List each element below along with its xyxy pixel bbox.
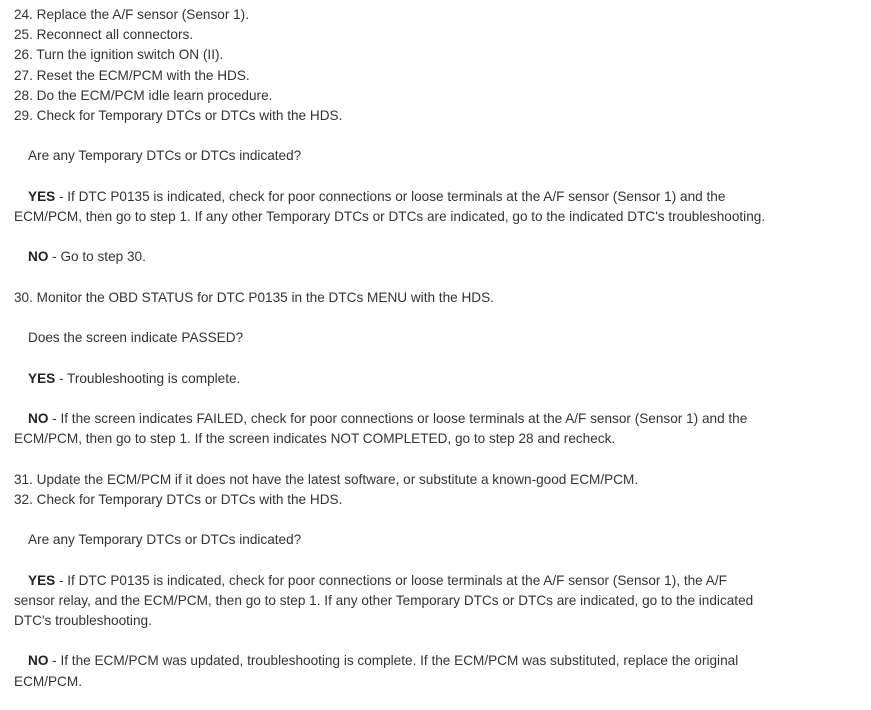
no-label: NO xyxy=(28,249,49,265)
no-answer-step-32-cont: ECM/PCM. xyxy=(14,673,82,689)
question-step-29: Are any Temporary DTCs or DTCs indicated? xyxy=(28,148,302,164)
no-answer-step-32 xyxy=(14,651,857,671)
step-31: 31. Update the ECM/PCM if it does not have the latest software, or substitute a known-good ECM/PCM. xyxy=(14,471,639,487)
no-text: - Go to step 30. xyxy=(48,249,146,265)
no-answer-step-30-cont: ECM/PCM, then go to step 1. If the screen indicates NOT COMPLETED, go to step 28 and recheck. xyxy=(14,431,616,447)
no-text: - If the screen indicates FAILED, check for poor connections or loose terminals at the A/F sensor (Sensor 1) and the xyxy=(48,410,748,426)
yes-label: YES xyxy=(28,572,56,588)
question-step-30: Does the screen indicate PASSED? xyxy=(28,330,244,346)
step-27: 27. Reset the ECM/PCM with the HDS. xyxy=(14,67,250,83)
step-30: 30. Monitor the OBD STATUS for DTC P0135 in the DTCs MENU with the HDS. xyxy=(14,289,494,305)
yes-answer-step-29-cont: ECM/PCM, then go to step 1. If any other Temporary DTCs or DTCs are indicated, go to the indicated DTC's troubleshooting. xyxy=(14,209,766,224)
no-answer-step-30 xyxy=(14,409,857,429)
yes-answer-step-32-cont: sensor relay, and the ECM/PCM, then go to step 1. If any other Temporary DTCs or DTCs are indicated, go to the indicated xyxy=(14,592,754,608)
yes-text: - Troubleshooting is complete. xyxy=(55,370,241,386)
step-28: 28. Do the ECM/PCM idle learn procedure. xyxy=(14,87,273,103)
yes-label: YES xyxy=(28,188,56,204)
yes-answer-step-32-cont2: DTC's troubleshooting. xyxy=(14,612,152,628)
step-29: 29. Check for Temporary DTCs or DTCs with the HDS. xyxy=(14,108,343,124)
step-25: 25. Reconnect all connectors. xyxy=(14,27,194,43)
yes-text: - If DTC P0135 is indicated, check for poor connections or loose terminals at the A/F sensor (Sensor 1) and the xyxy=(55,188,726,204)
no-label: NO xyxy=(28,653,49,669)
step-32: 32. Check for Temporary DTCs or DTCs with the HDS. xyxy=(14,491,343,507)
no-answer-step-29 xyxy=(14,247,857,267)
yes-answer-step-32 xyxy=(14,571,857,591)
no-label: NO xyxy=(28,410,49,426)
yes-answer-step-30 xyxy=(14,369,857,389)
step-24: 24. Replace the A/F sensor (Sensor 1). xyxy=(14,7,249,22)
yes-answer-step-29 xyxy=(14,187,857,207)
yes-label: YES xyxy=(28,370,56,386)
step-26: 26. Turn the ignition switch ON (II). xyxy=(14,47,224,63)
yes-text: - If DTC P0135 is indicated, check for poor connections or loose terminals at the A/F sensor (Sensor 1), the A/F xyxy=(55,572,727,588)
question-step-32: Are any Temporary DTCs or DTCs indicated? xyxy=(28,532,302,548)
no-text: - If the ECM/PCM was updated, troubleshooting is complete. If the ECM/PCM was substituted, replace the original xyxy=(48,653,739,669)
